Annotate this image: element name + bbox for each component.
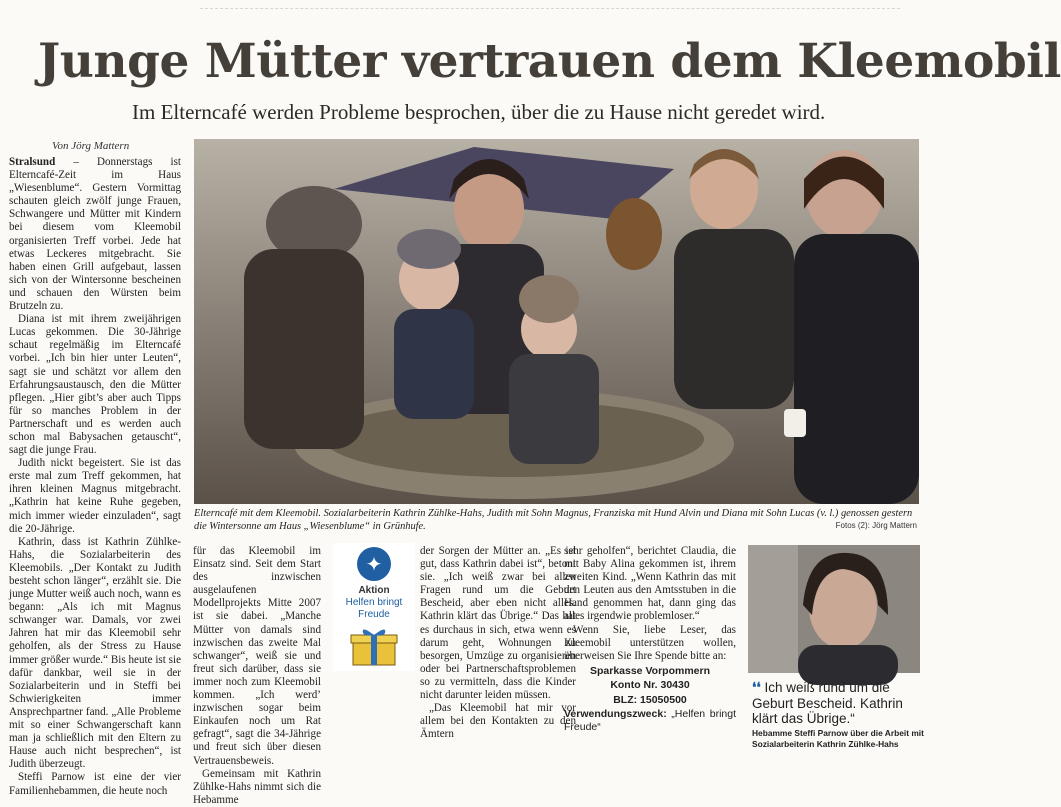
article-column-2 — [193, 545, 321, 807]
bank-name: Sparkasse Vorpommern — [589, 664, 711, 677]
dateline: Stralsund — [9, 156, 56, 168]
headline: Junge Mütter vertrauen dem Kleemobil — [38, 34, 1061, 89]
payment-reference-value: „Helfen bringt Freude“ — [564, 708, 736, 733]
payment-reference — [564, 708, 736, 733]
paragraph — [9, 156, 181, 313]
article-column-4 — [564, 545, 736, 733]
aktion-title-line-1: Helfen bringt — [345, 597, 403, 608]
photo-credit: Fotos (2): Jörg Mattern — [835, 521, 917, 530]
aktion-title-line-2: Freude — [358, 609, 390, 620]
paragraph: der Sorgen der Mütter an. „Es ist gut, dass Kathrin dabei ist“, betont sie. „Ich weiß zwar bei allen Fragen rund um die Geburt Bescheid, aber eben nicht alles. Kathrin klärt das Übrige.“ Das hat es durchaus in sich, etwa wenn es darum geht, Wohnungen zu besorgen, Umzüge zu organisieren oder bei Partnerschaftsproblemen so zu vermitteln, dass die Kinder nicht darunter leiden müssen. — [420, 545, 576, 702]
photo-illustration — [194, 139, 919, 504]
aktion-label: Aktion — [358, 585, 390, 596]
main-photo — [194, 139, 919, 504]
paragraph: sehr geholfen“, berichtet Claudia, die mit Baby Alina gekommen ist, ihrem zweiten Kind. „Wenn Kathrin das mit den Leuten aus den Amtsstuben in die Hand genommen hat, dann ging das alles irgendwie problemloser.“ — [564, 545, 736, 623]
author-byline: Von Jörg Mattern — [52, 140, 130, 152]
gift-icon — [349, 625, 399, 667]
paragraph: Gemeinsam mit Kathrin Zühlke-Hahs nimmt sich die Hebamme — [193, 767, 321, 806]
pull-quote-text: Ich weiß rund um die Geburt Bescheid. Kathrin klärt das Übrige.“ — [752, 680, 903, 726]
page-top-rule — [200, 8, 900, 10]
payment-reference-label: Verwendungszweck: — [564, 708, 667, 721]
paragraph: Judith nickt begeistert. Sie ist das erste mal zum Treff gekommen, hat ihren kleinen Magnus mitgebracht. „Kathrin hat keine Ruhe gegeben, mich immer wieder einzuladen“, sagt die 20-Jährige. — [9, 457, 181, 535]
quote-mark: ❛❛ — [752, 680, 761, 696]
paragraph-text: – Donnerstags ist Elterncafé-Zeit im Haus „Wiesenblume“. Gestern Vormittag schauten gleich zwölf junge Frauen, Schwangere und Mütter mit Kindern bei diesem vom Kleemobil organisierten Treff vorbei. Jede hat etwas Leckeres mitgebracht. Sie haben einen Grill aufgebaut, lassen sich von der Wintersonne bescheinen und schauen den Würsten beim Brutzeln zu. — [9, 156, 181, 313]
pull-quote — [752, 680, 924, 726]
paragraph: „Das Kleemobil hat mir vor allem bei den Kontakten zu den Ämtern — [420, 702, 576, 741]
pull-quote-source: Hebamme Steffi Parnow über die Arbeit mit Sozialarbeiterin Kathrin Zühlke-Hahs — [752, 728, 924, 749]
paragraph: Diana ist mit ihrem zweijährigen Lucas gekommen. Die 30-Jährige schaut regelmäßig im Elterncafé vorbei. „Ich bin hier unter Leuten“, sagt sie und schätzt vor allem den Erfahrungsaustausch, den die Mütter pflegen. „Hier gibt’s aber auch Tipps für so manches Problem in der Partnerschaft und es werden auch schon mal Babysachen getauscht“, sagt die junge Frau. — [9, 313, 181, 457]
paragraph: Steffi Parnow ist eine der vier Familienhebammen, die heute noch — [9, 771, 181, 797]
bank-account: Konto Nr. 30430 — [610, 679, 690, 692]
star-icon: ✦ — [357, 547, 391, 581]
paragraph: Kathrin, dass ist Kathrin Zühlke-Hahs, die Sozialarbeiterin des Kleemobils. „Der Kontakt zu Judith besteht schon länger“, erzählt sie. Die junge Mutter weiß auch noch, wann es begann: „Als ich mit Magnus schwanger war. Damals, vor zwei Jahren hat mir das Kleemobil sehr geholfen, als der Stress zu Hause immer größer wurde.“ Bis heute ist sie dafür dankbar, weil sie in der Sozialarbeiterin und in Steffi bei Schwierigkeiten immer Ansprechpartner fand. „Alle Probleme mit so einer Schwangerschaft kann man ja schließlich mit den Eltern zu Hause auch nicht besprechen“, ist Judith überzeugt. — [9, 535, 181, 771]
paragraph: für das Kleemobil im Einsatz sind. Seit dem Start des inzwischen ausgelaufenen Modellprojekts Mitte 2007 ist sie dabei. „Manche Mütter von damals sind inzwischen das zweite Mal schwanger“, weiß sie und freut sich darüber, dass sie immer noch zum Kleemobil kommen. „Ich werd’ inzwischen sogar beim Einkaufen noch um Rat gefragt“, sagt die 34-Jährige und freut sich über diesen Vertrauensbeweis. — [193, 545, 321, 767]
aktion-logo-box — [333, 543, 415, 671]
portrait-photo — [748, 545, 920, 673]
portrait-illustration — [748, 545, 920, 673]
photo-caption: Elterncafé mit dem Kleemobil. Sozialarbeiterin Kathrin Zühlke-Hahs, Judith mit Sohn Magnus, Franziska mit Hund Alvin und Diana mit Sohn Lucas (v. l.) genossen gestern die Wintersonne am Haus „Wiesenblume“ in Grünhufe. — [194, 508, 913, 532]
bank-code: BLZ: 15050500 — [613, 693, 687, 706]
article-column-1 — [9, 156, 181, 797]
article-column-3 — [420, 545, 576, 741]
subheadline: Im Elterncafé werden Probleme besprochen, über die zu Hause nicht geredet wird. — [132, 100, 826, 124]
paragraph: Wenn Sie, liebe Leser, das Kleemobil unterstützen wollen, überweisen Sie Ihre Spende bitte an: — [564, 623, 736, 662]
